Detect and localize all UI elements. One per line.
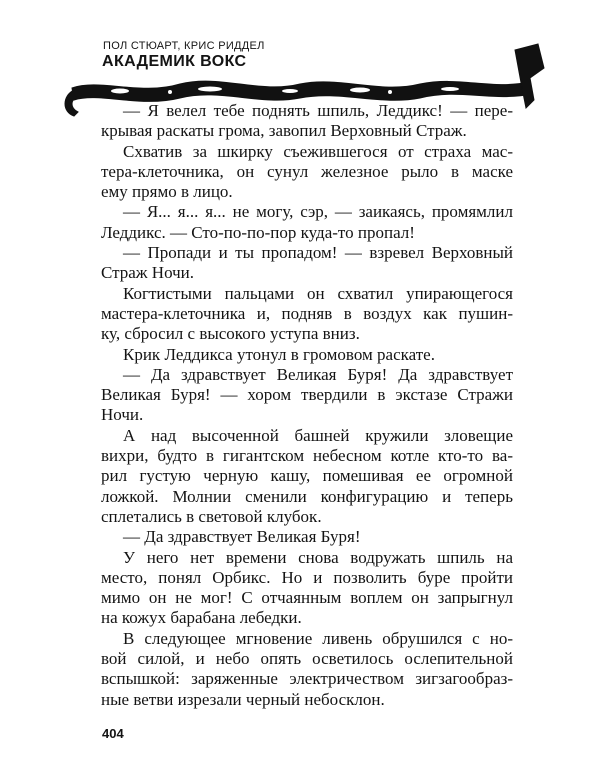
text-line: Ночи.: [101, 405, 144, 425]
paragraph: [101, 284, 513, 345]
text-line: — Да здравствует Великая Буря! Да здравствует: [123, 364, 513, 384]
paragraph: [101, 345, 513, 365]
text-line: Крик Леддикса утонул в громовом раскате.: [123, 344, 435, 364]
paragraph: [101, 426, 513, 527]
text-line: Страж Ночи.: [101, 263, 195, 283]
paragraph: [101, 243, 513, 284]
text-line: Леддикс. — Сто-по-по-пор куда-то пропал!: [101, 222, 415, 242]
text-line: крывая раскаты грома, завопил Верховный Страж.: [101, 121, 467, 141]
text-line: — Я велел тебе поднять шпиль, Леддикс! — пере-: [123, 101, 513, 120]
text-line: Великая Буря! — хором твердили в экстазе Стражи: [101, 385, 513, 405]
text-line: В следующее мгновение ливень обрушился с но-: [123, 628, 513, 648]
text-line: ные ветви изрезали черный небосклон.: [101, 689, 385, 709]
text-line: место, понял Орбикс. Но и позволить буре пройти: [101, 567, 513, 587]
text-line: — Я... я... я... не могу, сэр, — заикаясь, промямлил: [123, 202, 513, 222]
paragraph: [101, 202, 513, 243]
text-line: ему прямо в лицо.: [101, 182, 233, 202]
book-body-text: [101, 101, 513, 710]
text-line: Когтистыми пальцами он схватил упирающегося: [123, 283, 513, 303]
text-line: мимо он не мог! С отчаянным воплем он запрыгнул: [101, 588, 513, 608]
text-line: вспышкой: заряженные электричеством зигзагообраз-: [101, 669, 513, 689]
running-header-title: АКАДЕМИК ВОКС: [102, 53, 247, 70]
text-line: вой силой, и небо опять осветилось ослепительной: [101, 649, 513, 669]
text-line: тера-клеточника, он сунул железное рыло в маске: [101, 161, 513, 181]
paragraph: [101, 629, 513, 710]
text-line: Схватив за шкирку съежившегося от страха мас-: [123, 141, 513, 161]
text-line: ложкой. Молнии сменили конфигурацию и теперь: [101, 486, 513, 506]
text-line: мастера-клеточника и, подняв в воздух как пушин-: [101, 303, 513, 323]
text-line: на кожух барабана лебедки.: [101, 608, 302, 628]
text-line: У него нет времени снова водружать шпиль на: [123, 547, 513, 567]
paragraph: [101, 142, 513, 203]
paragraph: [101, 548, 513, 629]
text-line: сплетались в световой клубок.: [101, 506, 322, 526]
running-header-authors: ПОЛ СТЮАРТ, КРИС РИДДЕЛ: [103, 40, 265, 52]
page-number: 404: [102, 726, 124, 741]
paragraph: [101, 365, 513, 426]
paragraph: [101, 101, 513, 142]
text-line: А над высоченной башней кружили зловещие: [123, 425, 513, 445]
text-line: вихри, будто в гигантском небесном котле кто-то ва-: [101, 446, 513, 466]
text-line: рил густую черную кашу, помешивая ее огромной: [101, 466, 513, 486]
text-line: — Да здравствует Великая Буря!: [123, 527, 361, 547]
text-line: ку, сбросил с высокого уступа вниз.: [101, 324, 360, 344]
paragraph: [101, 527, 513, 547]
text-line: — Пропади и ты пропадом! — взревел Верховный: [123, 243, 513, 263]
